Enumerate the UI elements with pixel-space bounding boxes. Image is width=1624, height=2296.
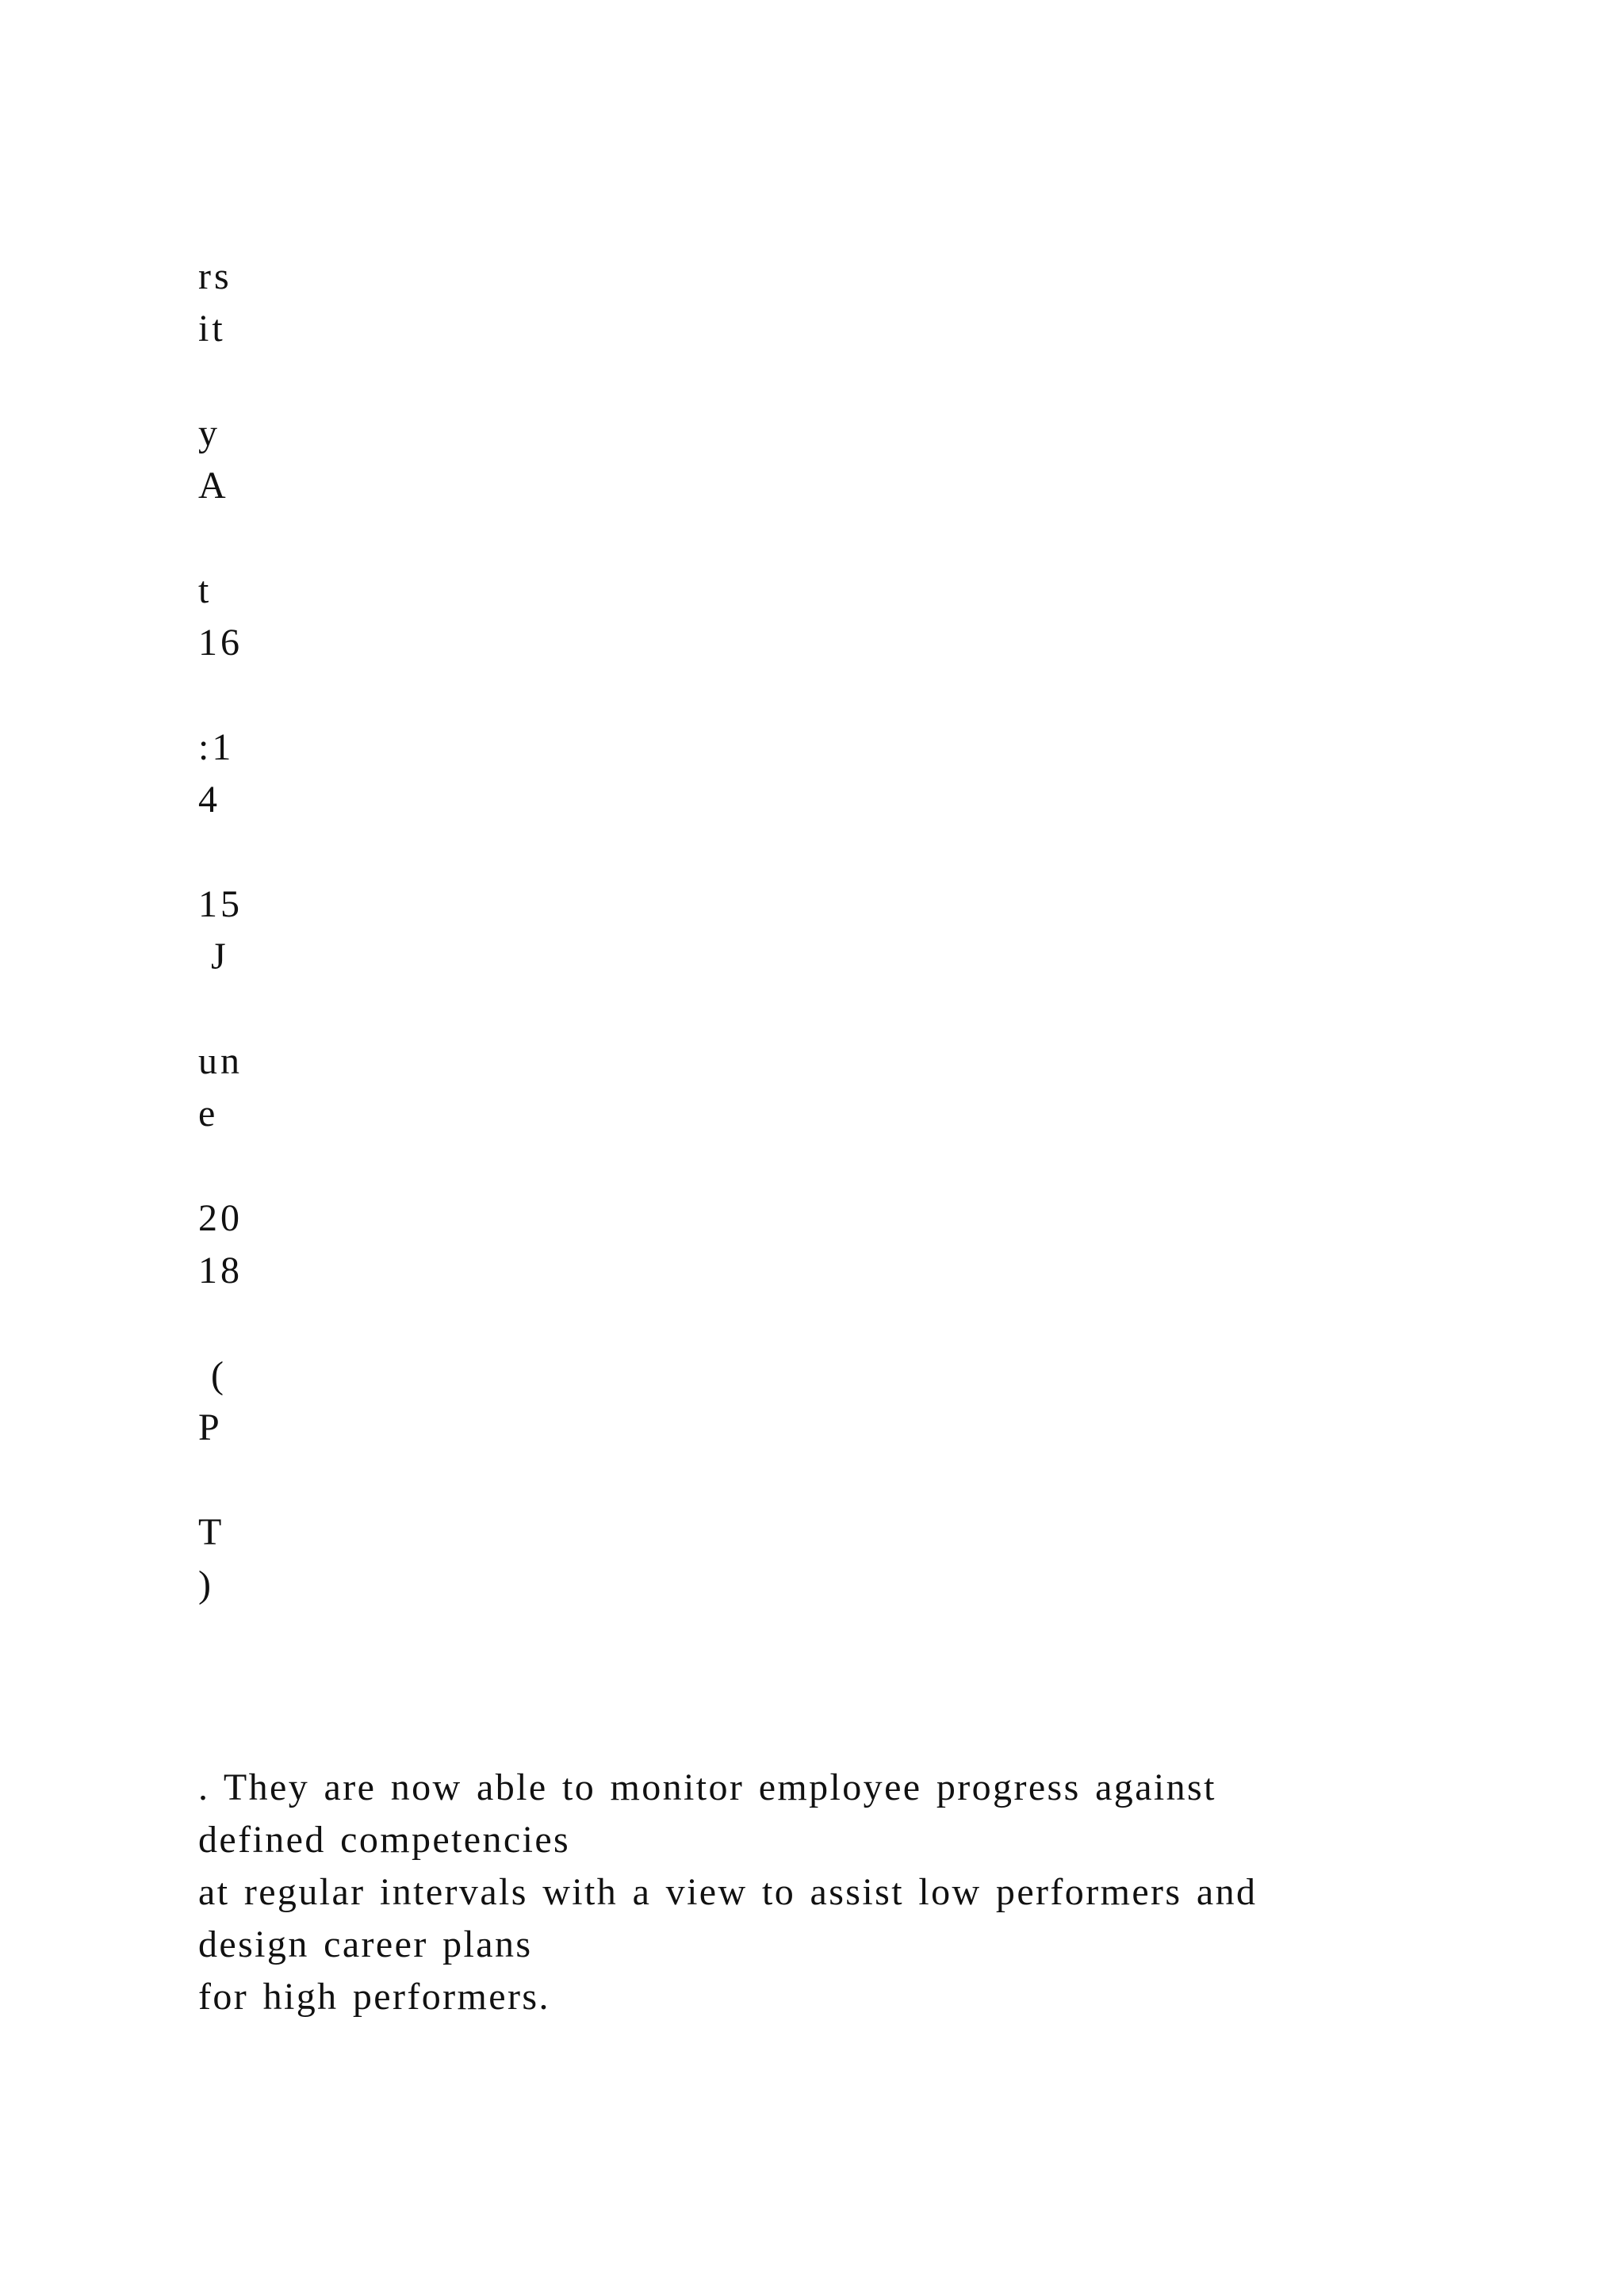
watermark-fragment: J: [198, 936, 229, 978]
watermark-fragment: 16: [198, 622, 243, 664]
paragraph-line: at regular intervals with a view to assist low performers and: [198, 1871, 1258, 1913]
watermark-fragment: 18: [198, 1249, 243, 1292]
watermark-fragment: (: [198, 1354, 227, 1396]
watermark-fragment: ): [198, 1563, 214, 1605]
spacer: [198, 826, 243, 878]
body-paragraph: [198, 1762, 1578, 2023]
watermark-fragment: A: [198, 465, 229, 507]
watermark-fragment: t: [198, 569, 213, 611]
spacer: [198, 669, 243, 721]
spacer: [198, 512, 243, 564]
watermark-fragment: P: [198, 1406, 223, 1448]
watermark-fragment: it: [198, 308, 226, 350]
spacer: [198, 355, 243, 408]
watermark-fragment: un: [198, 1040, 243, 1082]
watermark-fragment: e: [198, 1093, 219, 1135]
watermark-fragment: rs: [198, 255, 232, 297]
spacer: [198, 1297, 243, 1349]
vertical-watermark-text: [198, 251, 243, 1611]
paragraph-line: design career plans: [198, 1923, 533, 1965]
watermark-fragment: :1: [198, 726, 235, 768]
watermark-fragment: 20: [198, 1197, 243, 1239]
watermark-fragment: y: [198, 412, 220, 454]
spacer: [198, 983, 243, 1035]
paragraph-line: . They are now able to monitor employee progress against: [198, 1766, 1216, 1808]
paragraph-line: for high performers.: [198, 1976, 550, 2018]
watermark-fragment: T: [198, 1511, 225, 1553]
watermark-fragment: 4: [198, 779, 220, 821]
watermark-fragment: 15: [198, 883, 243, 925]
paragraph-line: defined competencies: [198, 1819, 571, 1861]
spacer: [198, 1454, 243, 1506]
spacer: [198, 1140, 243, 1192]
